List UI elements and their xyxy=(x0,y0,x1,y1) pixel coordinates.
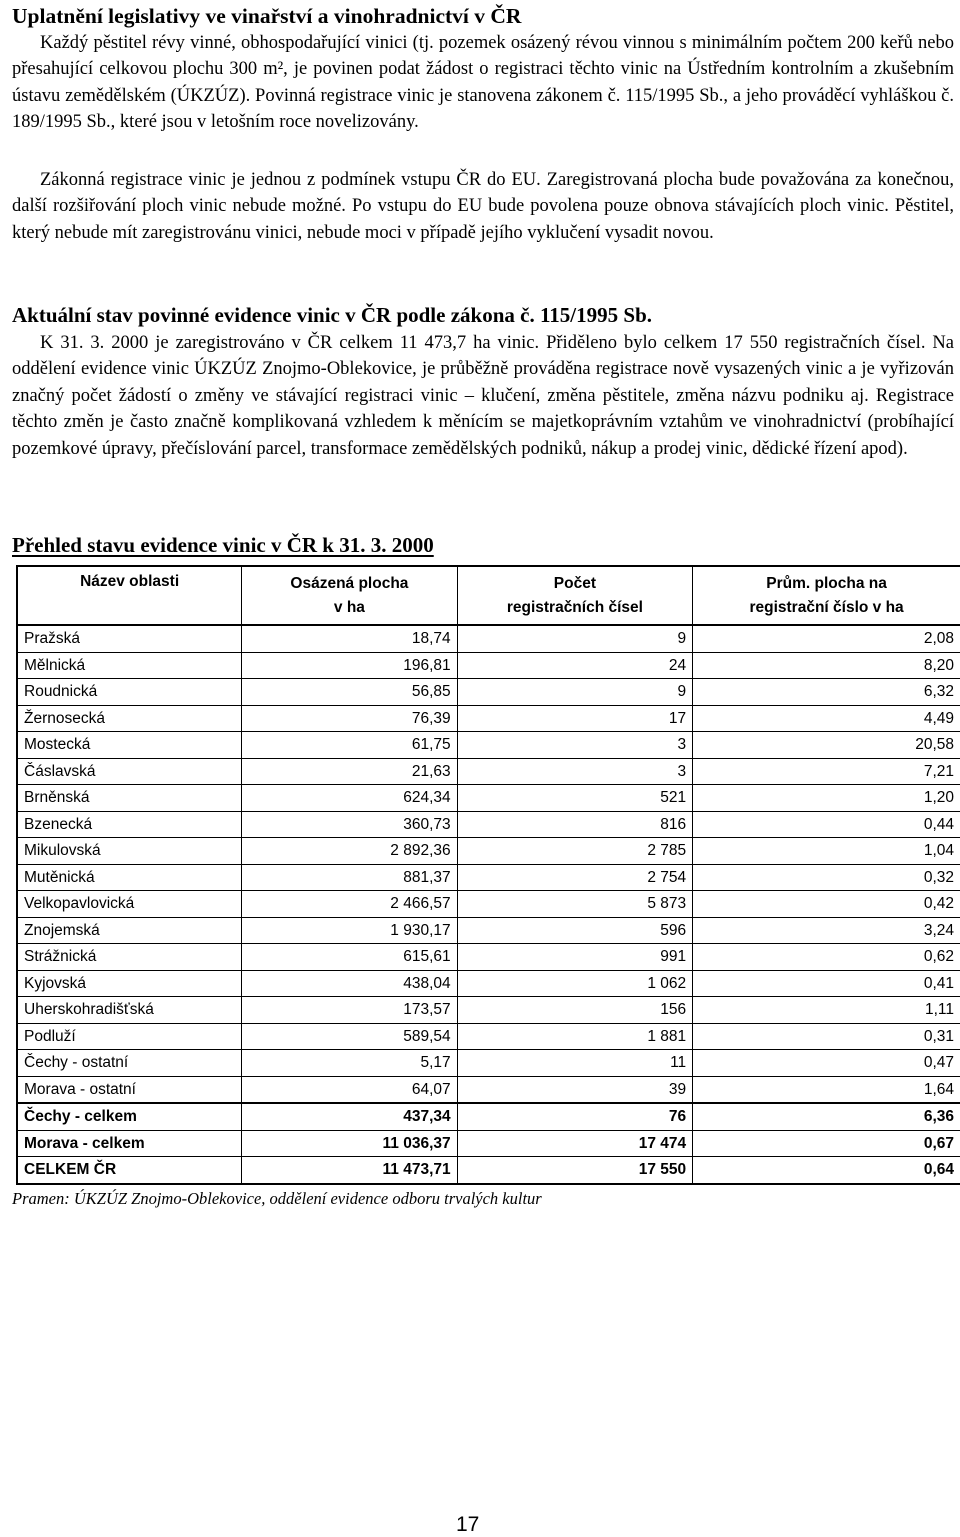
cell-area-ha: 196,81 xyxy=(242,652,457,679)
cell-average-area: 0,32 xyxy=(693,864,960,891)
table-row xyxy=(17,652,960,679)
cell-area-ha: 438,04 xyxy=(242,970,457,997)
cell-registration-count: 5 873 xyxy=(457,891,693,918)
cell-area-ha: 21,63 xyxy=(242,758,457,785)
cell-registration-count: 39 xyxy=(457,1076,693,1103)
cell-region: Strážnická xyxy=(17,944,242,971)
cell-region: Mikulovská xyxy=(17,838,242,865)
cell-average-area: 0,67 xyxy=(693,1130,960,1157)
table-row xyxy=(17,625,960,652)
table-row xyxy=(17,679,960,706)
cell-average-area: 7,21 xyxy=(693,758,960,785)
section-heading: Aktuální stav povinné evidence vinic v ČR podle zákona č. 115/1995 Sb. xyxy=(12,303,652,327)
column-header-count: Počet registračních čísel xyxy=(457,566,693,625)
table-row xyxy=(17,1023,960,1050)
cell-average-area: 4,49 xyxy=(693,705,960,732)
cell-registration-count: 596 xyxy=(457,917,693,944)
cell-area-ha: 615,61 xyxy=(242,944,457,971)
table-row xyxy=(17,838,960,865)
cell-registration-count: 24 xyxy=(457,652,693,679)
cell-average-area: 0,64 xyxy=(693,1157,960,1184)
table-row xyxy=(17,1076,960,1103)
column-header-average: Prům. plocha na registrační číslo v ha xyxy=(693,566,960,625)
table-row xyxy=(17,1050,960,1077)
cell-region: Morava - ostatní xyxy=(17,1076,242,1103)
cell-registration-count: 3 xyxy=(457,732,693,759)
cell-region: CELKEM ČR xyxy=(17,1157,242,1184)
cell-average-area: 1,11 xyxy=(693,997,960,1024)
cell-region: Velkopavlovická xyxy=(17,891,242,918)
table-total-row xyxy=(17,1157,960,1184)
table-heading: Přehled stavu evidence vinic v ČR k 31. 3. 2000 xyxy=(12,533,434,557)
cell-registration-count: 521 xyxy=(457,785,693,812)
table-row xyxy=(17,891,960,918)
status-paragraph: K 31. 3. 2000 je zaregistrováno v ČR celkem 11 473,7 ha vinic. Přiděleno bylo celkem 17 550 registračních čísel. Na oddělení evidence vinic ÚKZÚZ Znojmo-Oblekovice, je průběžně prováděna registrace nově vysazených vinic a je vyřizován značný počet žádostí o změny ve stávající registraci vinic – klučení, změna pěstitele, změna názvu podniku aj. Registrace těchto změn je často značně komplikovaná vzhledem k měnícím se majetkoprávním vztahům ve vinohradnictví (probíhající pozemkové úpravy, přečíslování parcel, transformace zemědělských podniků, nákup a prodej vinic, dědické řízení apod). xyxy=(12,333,954,459)
cell-registration-count: 991 xyxy=(457,944,693,971)
cell-region: Čechy - celkem xyxy=(17,1103,242,1130)
table-row xyxy=(17,917,960,944)
cell-area-ha: 173,57 xyxy=(242,997,457,1024)
cell-registration-count: 17 474 xyxy=(457,1130,693,1157)
column-header-area: Osázená plocha v ha xyxy=(242,566,457,625)
cell-region: Uherskohradišťská xyxy=(17,997,242,1024)
cell-area-ha: 11 036,37 xyxy=(242,1130,457,1157)
cell-registration-count: 1 881 xyxy=(457,1023,693,1050)
cell-registration-count: 17 550 xyxy=(457,1157,693,1184)
cell-registration-count: 2 785 xyxy=(457,838,693,865)
cell-registration-count: 156 xyxy=(457,997,693,1024)
cell-area-ha: 64,07 xyxy=(242,1076,457,1103)
cell-average-area: 8,20 xyxy=(693,652,960,679)
cell-registration-count: 3 xyxy=(457,758,693,785)
intro-paragraph-1: Každý pěstitel révy vinné, obhospodařující vinici (tj. pozemek osázený révou vinnou s minimálním počtem 200 keřů nebo přesahující celkovou plochu 300 m², je povinen podat žádost o registraci těchto vinic na Ústředním kontrolním a zkušebním ústavu zemědělském (ÚKZÚZ). Povinná registrace vinic je stanovena zákonem č. 115/1995 Sb., a jeho prováděcí vyhláškou č. 189/1995 Sb., které jsou v letošním roce novelizovány. xyxy=(12,33,954,133)
cell-region: Mutěnická xyxy=(17,864,242,891)
cell-area-ha: 5,17 xyxy=(242,1050,457,1077)
cell-area-ha: 589,54 xyxy=(242,1023,457,1050)
source-note: Pramen: ÚKZÚZ Znojmo-Oblekovice, oddělení evidence odboru trvalých kultur xyxy=(12,1189,542,1208)
cell-average-area: 0,41 xyxy=(693,970,960,997)
cell-area-ha: 881,37 xyxy=(242,864,457,891)
cell-average-area: 1,04 xyxy=(693,838,960,865)
cell-region: Žernosecká xyxy=(17,705,242,732)
cell-region: Brněnská xyxy=(17,785,242,812)
cell-region: Čáslavská xyxy=(17,758,242,785)
cell-average-area: 0,44 xyxy=(693,811,960,838)
cell-registration-count: 76 xyxy=(457,1103,693,1130)
cell-average-area: 20,58 xyxy=(693,732,960,759)
cell-area-ha: 76,39 xyxy=(242,705,457,732)
cell-registration-count: 11 xyxy=(457,1050,693,1077)
cell-registration-count: 1 062 xyxy=(457,970,693,997)
cell-area-ha: 624,34 xyxy=(242,785,457,812)
cell-average-area: 1,64 xyxy=(693,1076,960,1103)
cell-area-ha: 56,85 xyxy=(242,679,457,706)
table-row xyxy=(17,970,960,997)
cell-area-ha: 360,73 xyxy=(242,811,457,838)
cell-area-ha: 2 892,36 xyxy=(242,838,457,865)
cell-average-area: 6,36 xyxy=(693,1103,960,1130)
vineyard-registry-table xyxy=(16,565,960,1185)
cell-region: Znojemská xyxy=(17,917,242,944)
cell-region: Podluží xyxy=(17,1023,242,1050)
cell-region: Kyjovská xyxy=(17,970,242,997)
page-number: 17 xyxy=(456,1513,480,1536)
cell-region: Mostecká xyxy=(17,732,242,759)
table-row xyxy=(17,705,960,732)
cell-region: Bzenecká xyxy=(17,811,242,838)
table-total-row xyxy=(17,1130,960,1157)
cell-region: Mělnická xyxy=(17,652,242,679)
cell-area-ha: 18,74 xyxy=(242,625,457,652)
cell-registration-count: 17 xyxy=(457,705,693,732)
intro-paragraph-2: Zákonná registrace vinic je jednou z podmínek vstupu ČR do EU. Zaregistrovaná plocha bude považována za konečnou, další rozšiřování ploch vinic nebude možné. Po vstupu do EU bude povolena pouze obnova stávajících ploch vinic. Pěstitel, který nebude mít zaregistrovánu vinici, nebude moci v případě jejího vyklučení vysadit novou. xyxy=(12,170,954,243)
cell-area-ha: 1 930,17 xyxy=(242,917,457,944)
cell-area-ha: 11 473,71 xyxy=(242,1157,457,1184)
cell-registration-count: 2 754 xyxy=(457,864,693,891)
table-row xyxy=(17,732,960,759)
table-total-row xyxy=(17,1103,960,1130)
table-row xyxy=(17,944,960,971)
table-row xyxy=(17,811,960,838)
cell-region: Roudnická xyxy=(17,679,242,706)
cell-area-ha: 61,75 xyxy=(242,732,457,759)
cell-average-area: 2,08 xyxy=(693,625,960,652)
cell-average-area: 3,24 xyxy=(693,917,960,944)
column-header-region: Název oblasti xyxy=(17,566,242,625)
cell-average-area: 0,47 xyxy=(693,1050,960,1077)
cell-average-area: 1,20 xyxy=(693,785,960,812)
page-title: Uplatnění legislativy ve vinařství a vinohradnictví v ČR xyxy=(12,4,522,28)
cell-region: Pražská xyxy=(17,625,242,652)
cell-average-area: 6,32 xyxy=(693,679,960,706)
cell-average-area: 0,31 xyxy=(693,1023,960,1050)
table-row xyxy=(17,785,960,812)
table-row xyxy=(17,758,960,785)
table-header-row xyxy=(17,566,960,625)
table-row xyxy=(17,997,960,1024)
table-row xyxy=(17,864,960,891)
cell-average-area: 0,42 xyxy=(693,891,960,918)
cell-average-area: 0,62 xyxy=(693,944,960,971)
cell-area-ha: 437,34 xyxy=(242,1103,457,1130)
cell-registration-count: 9 xyxy=(457,679,693,706)
cell-area-ha: 2 466,57 xyxy=(242,891,457,918)
cell-registration-count: 9 xyxy=(457,625,693,652)
cell-region: Morava - celkem xyxy=(17,1130,242,1157)
cell-region: Čechy - ostatní xyxy=(17,1050,242,1077)
cell-registration-count: 816 xyxy=(457,811,693,838)
